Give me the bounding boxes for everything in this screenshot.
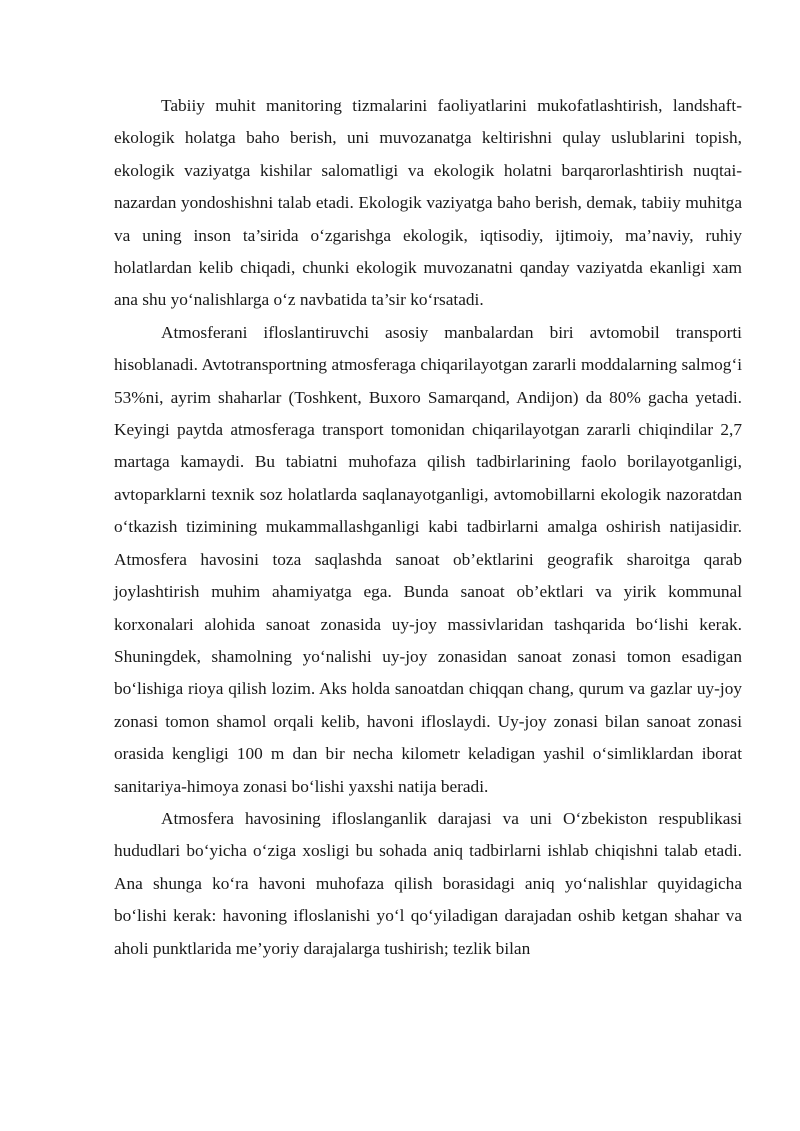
paragraph-monitoring: Tabiiy muhit manitoring tizmalarini faoliyatlarini mukofatlashtirish, landshaft-ekologik holatga baho berish, uni muvozanatga keltirishni qulay uslublarini topish, ekologik vaziyatga kishilar salomatligi va ekologik holatni barqarorlashtirish nuqtai-nazardan yondoshishni talab etadi. Ekologik vaziyatga baho berish, demak, tabiiy muhitga va uning inson ta’sirida o‘zgarishga ekologik, iqtisodiy, ijtimoiy, ma’naviy, ruhiy holatlardan kelib chiqadi, chunki ekologik muvozanatni qanday vaziyatda ekanligi xam ana shu yo‘nalishlarga o‘z navbatida ta’sir ko‘rsatadi. [114,96,742,310]
paragraph-transport: Atmosferani ifloslantiruvchi asosiy manbalardan biri avtomobil transporti hisoblanadi. Avtotransportning atmosferaga chiqarilayotgan zararli moddalarning salmog‘i 53%ni, ayrim shaharlar (Toshkent, Buxoro Samarqand, Andijon) da 80% gacha yetadi. Keyingi paytda atmosferaga transport tomonidan chiqarilayotgan zararli chiqindilar 2,7 martaga kamaydi. Bu tabiatni muhofaza qilish tadbirlarining faolo borilayotganligi, avtoparklarni texnik soz holatlarda saqlanayotganligi, avtomobillarni ekologik nazoratdan o‘tkazish tizimining mukammallashganligi kabi tadbirlarni amalga oshirish natijasidir. Atmosfera havosini toza saqlashda sanoat ob’ektlarini geografik sharoitga qarab joylashtirish muhim ahamiyatga ega. Bunda sanoat ob’ektlari va yirik kommunal korxonalari alohida sanoat zonasida uy-joy massivlaridan tashqarida bo‘lishi kerak. Shuningdek, shamolning yo‘nalishi uy-joy zonasidan sanoat zonasi tomon esadigan bo‘lishiga rioya qilish lozim. Aks holda sanoatdan chiqqan chang, qurum va gazlar uy-joy zonasi tomon shamol orqali kelib, havoni ifloslaydi. Uy-joy zonasi bilan sanoat zonasi orasida kengligi 100 m dan bir necha kilometr keladigan yashil o‘simliklardan iborat sanitariya-himoya zonasi bo‘lishi yaxshi natija beradi. [114,322,742,796]
document-page [114,90,742,965]
paragraph-air-pollution: Atmosfera havosining ifloslanganlik darajasi va uni O‘zbekiston respublikasi hududlari bo‘yicha o‘ziga xosligi bu sohada aniq tadbirlarni ishlab chiqishni talab etadi. Ana shunga ko‘ra havoni muhofaza qilish borasidagi aniq yo‘nalishlar quyidagicha bo‘lishi kerak: havoning ifloslanishi yo‘l qo‘yiladigan darajadan oshib ketgan shahar va aholi punktlarida me’yoriy darajalarga tushirish; tezlik bilan [114,808,742,958]
